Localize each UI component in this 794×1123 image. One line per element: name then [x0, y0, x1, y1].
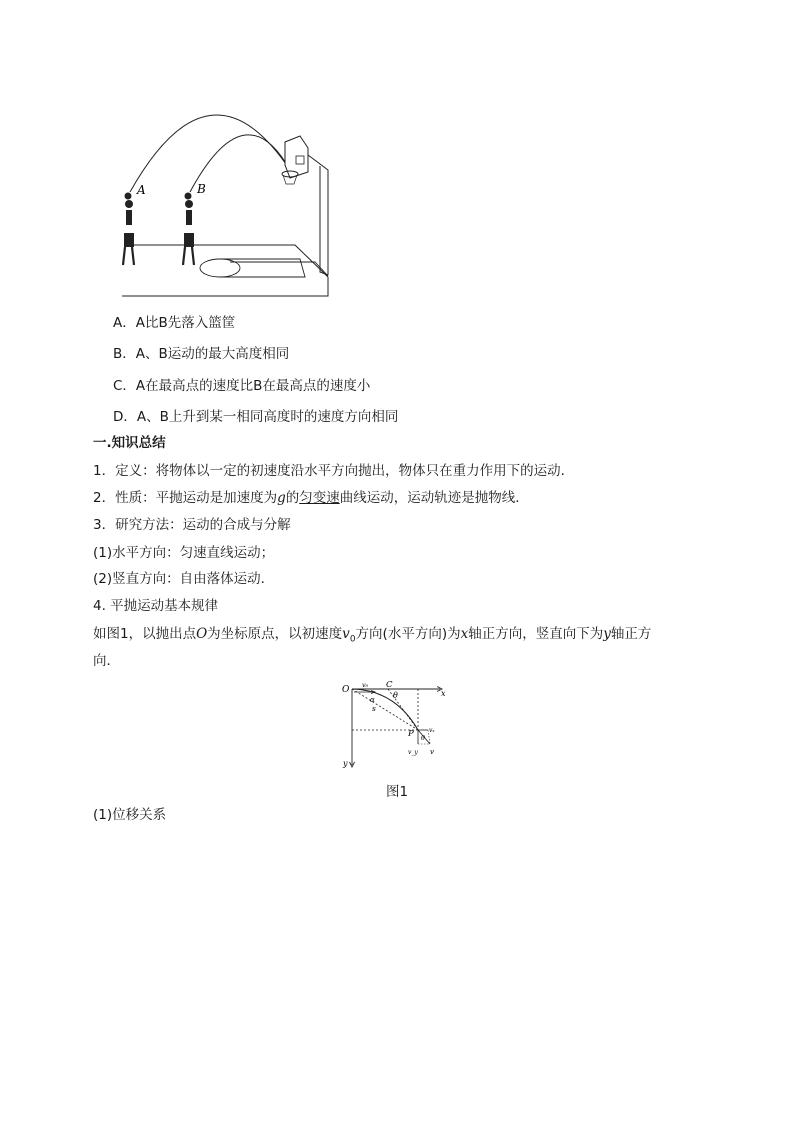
projectile-diagram	[340, 680, 460, 772]
hoop-pole	[308, 155, 328, 275]
item-definition: 1．定义：将物体以一定的初速度沿水平方向抛出，物体只在重力作用下的运动．	[93, 463, 575, 479]
basketball-figure	[110, 100, 360, 305]
option-c: C．A在最高点的速度比B在最高点的速度小	[113, 378, 371, 394]
label-a: A	[137, 183, 146, 197]
trajectory-a	[130, 115, 290, 192]
option-d: D．A、B上升到某一相同高度时的速度方向相同	[113, 409, 399, 425]
item-basic-law: 4. 平抛运动基本规律	[93, 598, 219, 614]
label-y: y	[343, 759, 348, 768]
displacement-s	[352, 689, 418, 730]
label-theta: θ	[393, 691, 398, 700]
label-p: P	[408, 729, 414, 739]
label-x: x	[441, 689, 446, 698]
player-b	[183, 193, 194, 266]
label-alpha: α	[370, 696, 375, 704]
label-s: s	[372, 704, 376, 713]
item-property: 2．性质：平抛运动是加速度为g的匀变速曲线运动，运动轨迹是抛物线．	[93, 490, 529, 506]
item-vertical: (2)竖直方向：自由落体运动．	[93, 571, 275, 587]
court-lines	[122, 245, 328, 296]
option-b: B．A、B运动的最大高度相同	[113, 346, 290, 362]
trajectory-curve	[352, 689, 418, 730]
label-v: v	[430, 748, 434, 756]
sub-displacement: (1)位移关系	[93, 807, 167, 823]
option-a: A．A比B先落入篮筐	[113, 315, 236, 331]
item-basic-law-desc: 如图1，以抛出点O为坐标原点，以初速度$v_0$方向(水平方向)为x轴正方向，竖直向下为y轴正方	[93, 626, 652, 645]
item-method: 3．研究方法：运动的合成与分解	[93, 517, 291, 533]
label-theta2: θ	[421, 734, 425, 742]
figure1-caption: 图1	[385, 784, 409, 800]
section-title: 一.知识总结	[93, 435, 166, 451]
item-horizontal: (1)水平方向：匀速直线运动；	[93, 545, 275, 561]
label-c: C	[386, 680, 393, 690]
label-b: B	[197, 182, 206, 196]
player-a	[123, 193, 134, 266]
label-vy: v_y	[408, 749, 418, 756]
label-v0: v₀	[362, 681, 369, 689]
item-basic-law-desc-cont: 向．	[93, 653, 120, 669]
label-origin: O	[342, 685, 350, 695]
label-vx: vₓ	[429, 727, 435, 734]
